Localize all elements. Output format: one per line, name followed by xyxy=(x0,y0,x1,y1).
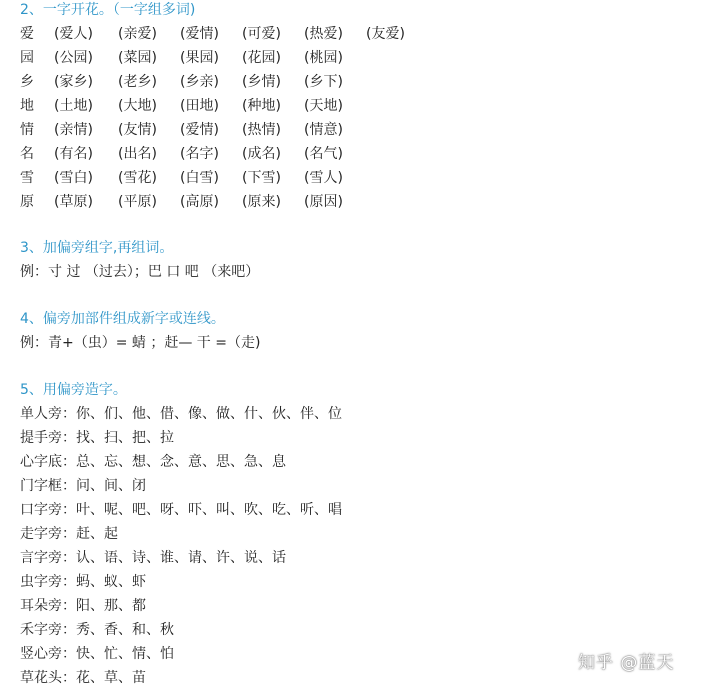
radical-line-text: 竖心旁：快、忙、情、怕 xyxy=(20,646,174,662)
radical-line-text: 耳朵旁：阳、那、都 xyxy=(20,598,146,614)
word-cell: (乡亲) xyxy=(180,74,219,90)
word-cell: (菜园) xyxy=(118,50,157,66)
word-cell: (老乡) xyxy=(118,74,157,90)
root-character: 乡 xyxy=(20,74,34,90)
example-text: 例：寸 过 （过去）；巴 口 吧 （来吧） xyxy=(20,264,260,280)
root-character: 地 xyxy=(20,98,34,114)
root-character: 爱 xyxy=(20,26,34,42)
section-2-heading: 2、一字开花。（一字组多词) xyxy=(20,2,196,18)
word-cell: (出名) xyxy=(118,146,157,162)
word-cell: (热情) xyxy=(242,122,281,138)
word-cell: (乡下) xyxy=(304,74,343,90)
word-cell: (雪白) xyxy=(54,170,93,186)
word-cell: (平原) xyxy=(118,194,157,210)
radical-line-text: 心字底：总、忘、想、念、意、思、急、息 xyxy=(20,454,286,470)
word-cell: (原来) xyxy=(242,194,281,210)
word-cell: (草原) xyxy=(54,194,93,210)
radical-line-text: 口字旁：叶、呢、吧、呀、吓、叫、吹、吃、听、唱 xyxy=(20,502,342,518)
word-cell: (情意) xyxy=(304,122,343,138)
root-character: 雪 xyxy=(20,170,34,186)
root-character: 原 xyxy=(20,194,34,210)
word-cell: (名气) xyxy=(304,146,343,162)
word-cell: (土地) xyxy=(54,98,93,114)
word-cell: (大地) xyxy=(118,98,157,114)
word-cell: (家乡) xyxy=(54,74,93,90)
zhihu-watermark: 知乎 @蓝天 xyxy=(578,653,675,673)
section-3-heading: 3、加偏旁组字,再组词。 xyxy=(20,240,174,256)
word-cell: (天地) xyxy=(304,98,343,114)
word-cell: (亲爱) xyxy=(118,26,157,42)
radical-line-text: 言字旁：认、语、诗、谁、请、许、说、话 xyxy=(20,550,286,566)
word-cell: (可爱) xyxy=(242,26,281,42)
word-cell: (雪花) xyxy=(118,170,157,186)
word-cell: (爱人) xyxy=(54,26,93,42)
word-cell: (爱情) xyxy=(180,26,219,42)
radical-line-text: 草花头：花、草、苗 xyxy=(20,670,146,686)
radical-line-text: 禾字旁：秀、香、和、秋 xyxy=(20,622,174,638)
radical-line-text: 门字框：问、间、闭 xyxy=(20,478,146,494)
word-cell: (亲情) xyxy=(54,122,93,138)
word-cell: (热爱) xyxy=(304,26,343,42)
word-cell: (花园) xyxy=(242,50,281,66)
word-cell: (爱情) xyxy=(180,122,219,138)
radical-line-text: 虫字旁：蚂、蚁、虾 xyxy=(20,574,146,590)
section-4-heading: 4、偏旁加部件组成新字或连线。 xyxy=(20,311,225,327)
root-character: 情 xyxy=(20,122,34,138)
word-cell: (友情) xyxy=(118,122,157,138)
root-character: 名 xyxy=(20,146,34,162)
word-cell: (名字) xyxy=(180,146,219,162)
word-cell: (白雪) xyxy=(180,170,219,186)
word-cell: (公园) xyxy=(54,50,93,66)
radical-line-text: 单人旁：你、们、他、借、像、做、什、伙、伴、位 xyxy=(20,406,342,422)
example-text: 例：青+（虫）= 蜻 ；赶— 干 =（走) xyxy=(20,335,261,351)
root-character: 园 xyxy=(20,50,34,66)
word-cell: (友爱) xyxy=(366,26,405,42)
radical-line-text: 提手旁：找、扫、把、拉 xyxy=(20,430,174,446)
word-cell: (果园) xyxy=(180,50,219,66)
word-cell: (桃园) xyxy=(304,50,343,66)
word-cell: (有名) xyxy=(54,146,93,162)
word-cell: (下雪) xyxy=(242,170,281,186)
word-cell: (乡情) xyxy=(242,74,281,90)
word-cell: (成名) xyxy=(242,146,281,162)
section-5-heading: 5、用偏旁造字。 xyxy=(20,382,127,398)
radical-line-text: 走字旁：赶、起 xyxy=(20,526,118,542)
word-cell: (高原) xyxy=(180,194,219,210)
word-cell: (种地) xyxy=(242,98,281,114)
word-cell: (雪人) xyxy=(304,170,343,186)
word-cell: (田地) xyxy=(180,98,219,114)
word-cell: (原因) xyxy=(304,194,343,210)
